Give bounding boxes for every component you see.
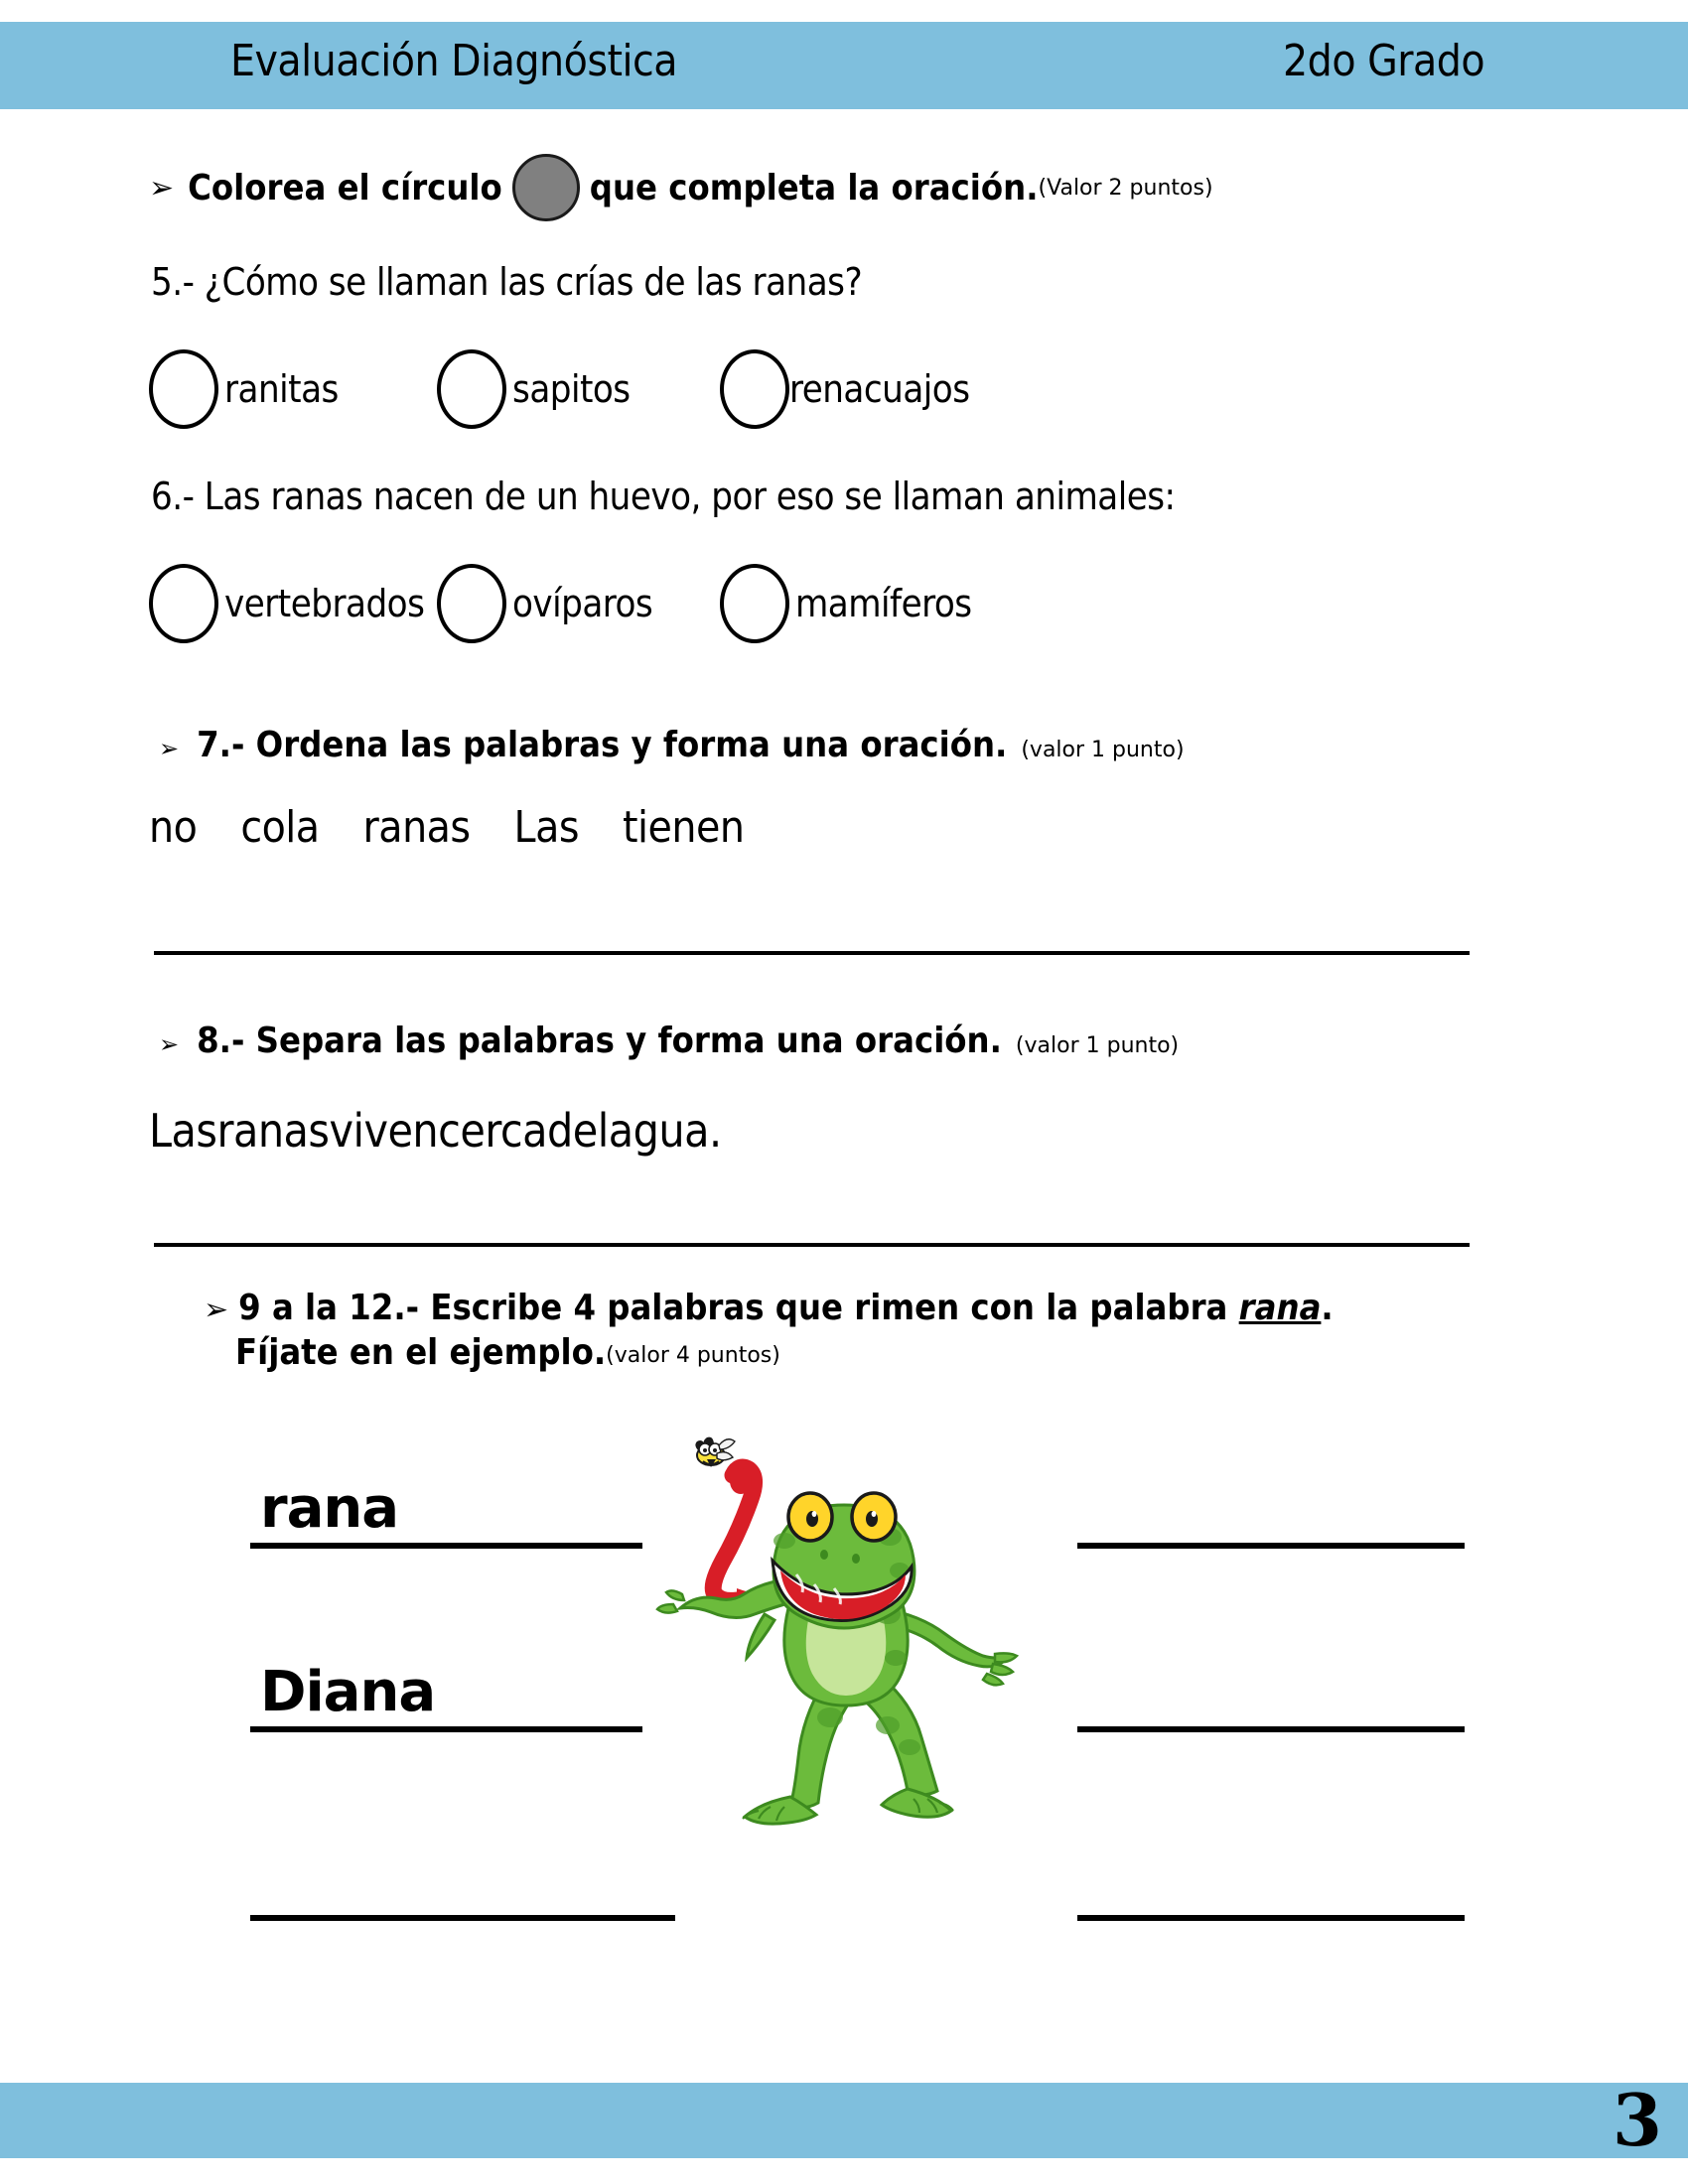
footer-band [0,2078,1688,2162]
instruction-text-after: que completa la oración. [589,167,1039,208]
bee-icon [695,1437,735,1467]
answer-slot-blank-3[interactable] [250,1832,675,1921]
option-mamiferos[interactable] [720,564,972,643]
question-9-12-line1-before: 9 a la 12.- Escribe 4 palabras que rimen con la palabra [238,1288,1239,1328]
answer-line[interactable] [1077,1726,1465,1732]
option-label: ranitas [224,367,339,411]
question-6-prompt: 6.- Las ranas nacen de un huevo, por eso se llaman animales: [151,475,1176,518]
answer-line[interactable] [1077,1543,1465,1549]
emphasis-word-rana: rana [1238,1288,1322,1328]
option-label: renacuajos [789,367,970,411]
points-value-q7: (valor 1 punto) [1021,738,1185,762]
question-7-heading [159,725,1185,765]
answer-slot-blank-1[interactable] [1077,1459,1465,1549]
scrambled-word: no [149,802,198,853]
answer-line[interactable] [250,1726,642,1732]
option-label: mamíferos [795,582,972,625]
page-title: Evaluación Diagnóstica [230,36,678,86]
answer-rule-q8[interactable] [154,1243,1470,1247]
answer-slot-example-rana[interactable] [250,1459,642,1549]
question-5-prompt: 5.- ¿Cómo se llaman las crías de las ranas? [151,260,863,304]
answer-line[interactable] [250,1915,675,1921]
option-bubble-icon[interactable] [720,349,789,429]
arrow-bullet-icon: ➢ [149,170,175,205]
scrambled-word: Las [513,802,579,853]
answer-rule-q7[interactable] [154,951,1470,955]
question-9-12-line2: Fíjate en el ejemplo. [235,1332,607,1373]
scrambled-word: cola [240,802,320,853]
points-value-q9: (valor 4 puntos) [606,1343,780,1368]
question-6-options [149,564,972,643]
question-9-12-heading [204,1286,1484,1375]
option-bubble-icon[interactable] [149,564,218,643]
question-7-scrambled-words [149,802,787,853]
option-label: vertebrados [224,582,425,625]
gray-filled-circle-icon [512,154,580,221]
option-label: ovíparos [512,582,653,625]
scrambled-word: ranas [362,802,471,853]
question-8-run-on-sentence: Lasranasvivencercadelagua. [149,1104,722,1158]
answer-slot-blank-4[interactable] [1077,1832,1465,1921]
question-8-heading-text: 8.- Separa las palabras y forma una oración. [197,1021,1002,1061]
points-value-q8: (valor 1 punto) [1015,1033,1180,1058]
option-label: sapitos [512,367,631,411]
question-9-12-line1-after: . [1321,1288,1334,1328]
grade-label: 2do Grado [1283,36,1485,86]
option-sapitos[interactable] [437,349,720,429]
arrow-bullet-icon: ➢ [159,735,180,762]
answer-word: rana [260,1476,399,1541]
question-7-heading-text: 7.- Ordena las palabras y forma una oración. [197,725,1008,765]
instruction-colorea [149,154,1213,221]
answer-slot-example-diana[interactable] [250,1643,642,1732]
option-ranitas[interactable] [149,349,437,429]
page-number: 3 [1612,2078,1662,2162]
option-oviparos[interactable] [437,564,720,643]
question-5-options [149,349,970,429]
points-value-colorea: (Valor 2 puntos) [1038,175,1213,201]
frog-with-bee-illustration [645,1420,1043,1866]
instruction-text-before: Colorea el círculo [188,167,502,208]
option-bubble-icon[interactable] [437,349,506,429]
arrow-bullet-icon: ➢ [159,1030,180,1058]
option-vertebrados[interactable] [149,564,437,643]
answer-line[interactable] [1077,1915,1465,1921]
option-bubble-icon[interactable] [437,564,506,643]
arrow-bullet-icon: ➢ [204,1293,229,1327]
answer-word: Diana [260,1660,436,1724]
answer-line[interactable] [250,1543,642,1549]
scrambled-word: tienen [622,802,745,853]
option-renacuajos[interactable] [720,349,970,429]
question-8-heading [159,1021,1179,1061]
option-bubble-icon[interactable] [149,349,218,429]
option-bubble-icon[interactable] [720,564,789,643]
answer-slot-blank-2[interactable] [1077,1643,1465,1732]
